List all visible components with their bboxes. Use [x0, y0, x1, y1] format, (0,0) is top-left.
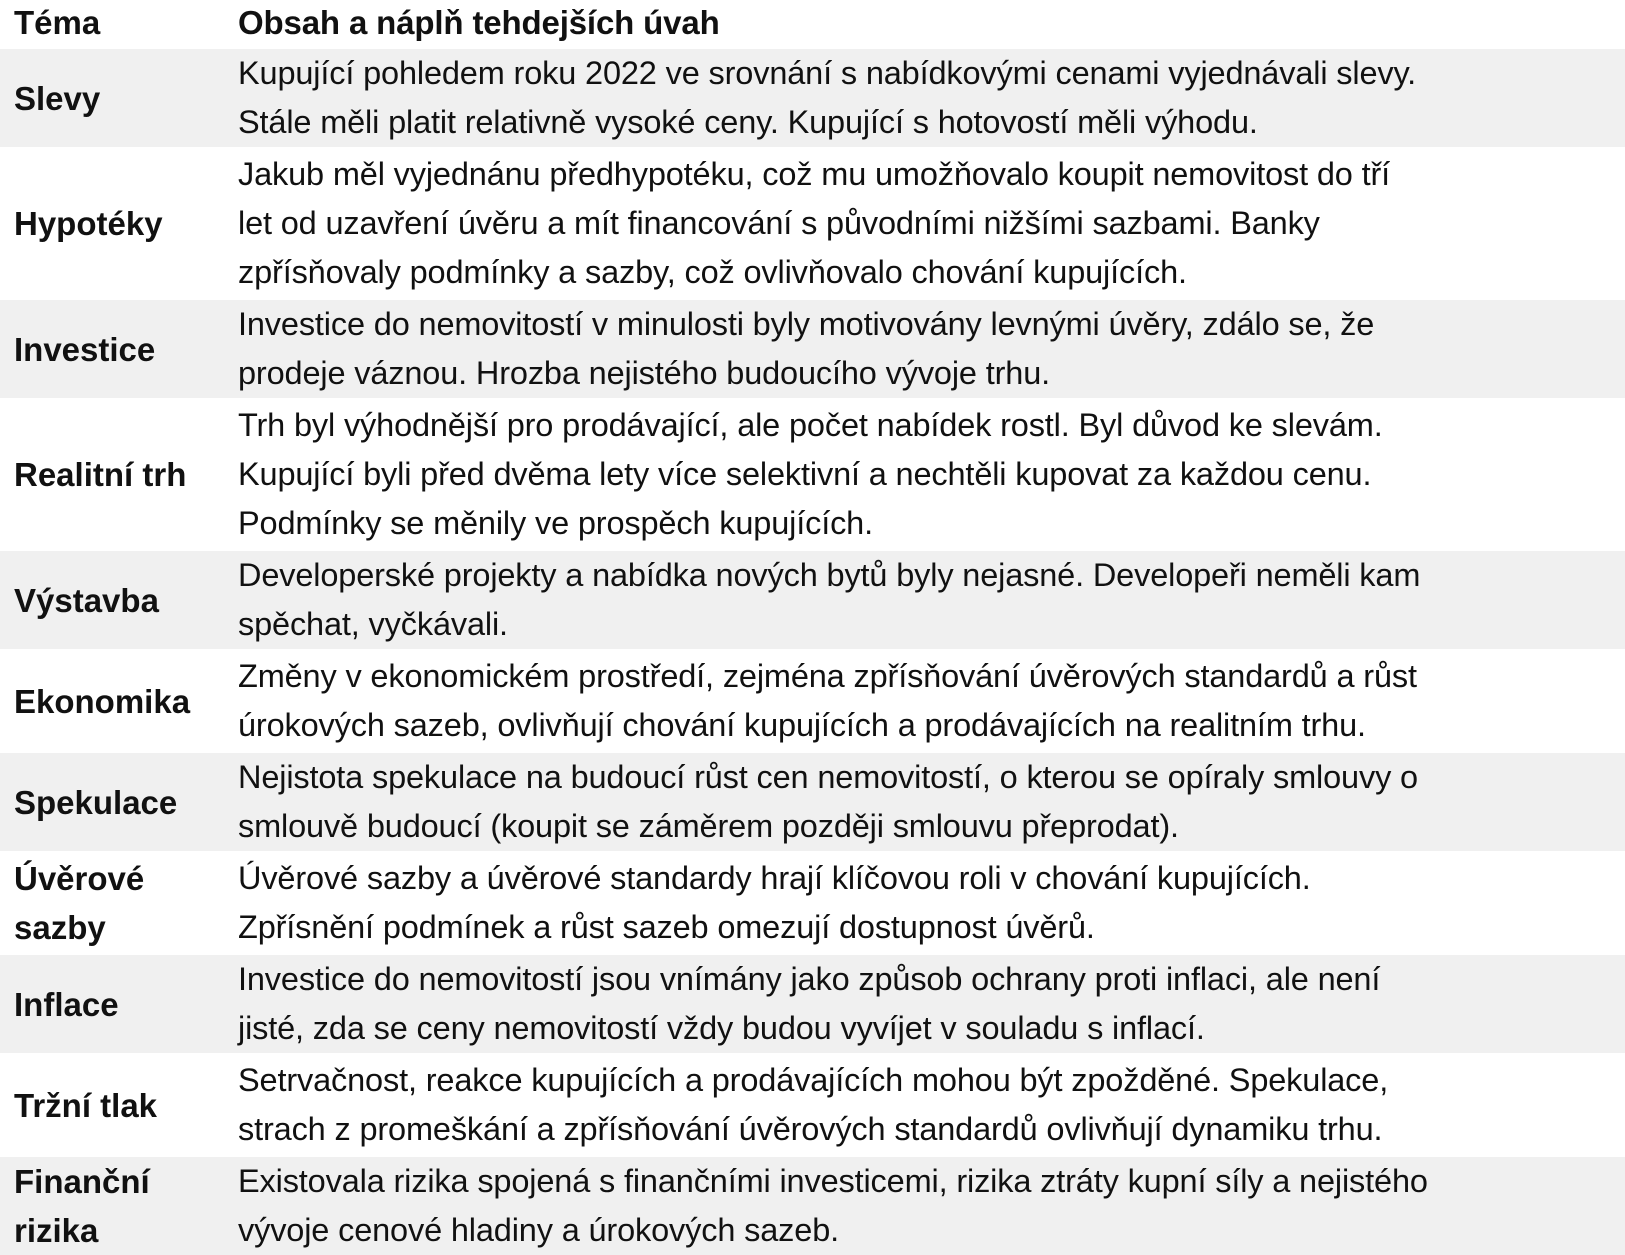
table-row — [0, 297, 1625, 398]
content-cell — [238, 150, 1625, 297]
table-row — [0, 46, 1625, 147]
content-line: Existovala rizika spojená s finančními investicemi, rizika ztráty kupní síly a nejistého — [238, 1163, 1428, 1199]
content-line: Investice do nemovitostí jsou vnímány jako způsob ochrany proti inflaci, ale není — [238, 961, 1381, 997]
theme-cell: Inflace — [14, 985, 119, 1023]
theme-cell: Ekonomika — [14, 682, 191, 720]
table-row — [0, 398, 1625, 548]
column-header-theme: Téma — [14, 4, 101, 41]
table-row — [0, 1154, 1625, 1255]
content-cell — [238, 551, 1625, 649]
content-line: Zpřísnění podmínek a růst sazeb omezují dostupnost úvěrů. — [238, 909, 1095, 945]
content-line: Kupující pohledem roku 2022 ve srovnání s nabídkovými cenami vyjednávali slevy. — [238, 55, 1417, 91]
table-row — [0, 952, 1625, 1053]
theme-line: sazby — [14, 909, 106, 946]
content-line: Developerské projekty a nabídka nových bytů byly nejasné. Developeři neměli kam — [238, 557, 1421, 593]
theme-cell — [0, 1157, 238, 1255]
theme-cell: Realitní trh — [14, 456, 187, 493]
theme-cell: Slevy — [14, 79, 101, 117]
content-line: Investice do nemovitostí v minulosti byly motivovány levnými úvěry, zdálo se, že — [238, 306, 1375, 342]
table-row — [0, 750, 1625, 851]
theme-line: Úvěrové — [14, 860, 145, 897]
content-line: Trh byl výhodnější pro prodávající, ale počet nabídek rostl. Byl důvod ke slevám. — [238, 407, 1383, 443]
content-line: spěchat, vyčkávali. — [238, 606, 508, 642]
content-cell — [238, 955, 1625, 1053]
theme-cell: Hypotéky — [14, 205, 163, 242]
content-line: Jakub měl vyjednánu předhypotéku, což mu umožňovalo koupit nemovitost do tří — [238, 156, 1391, 192]
theme-line: Finanční — [14, 1163, 150, 1200]
content-line: strach z promeškání a zpřísňování úvěrových standardů ovlivňují dynamiku trhu. — [238, 1111, 1383, 1147]
content-cell — [238, 1056, 1625, 1154]
table-row — [0, 147, 1625, 297]
content-line: Nejistota spekulace na budoucí růst cen nemovitostí, o kterou se opíraly smlouvy o — [238, 759, 1418, 795]
theme-cell: Tržní tlak — [14, 1086, 158, 1124]
content-cell — [238, 753, 1625, 851]
table-row — [0, 851, 1625, 952]
content-line: úrokových sazeb, ovlivňují chování kupujících a prodávajících na realitním trhu. — [238, 707, 1366, 743]
content-cell — [238, 854, 1625, 952]
column-header-content: Obsah a náplň tehdejších úvah — [238, 4, 720, 41]
theme-cell: Investice — [14, 330, 156, 368]
content-line: smlouvě budoucí (koupit se záměrem později smlouvu přeprodat). — [238, 808, 1179, 844]
content-line: zpřísňovaly podmínky a sazby, což ovlivňovalo chování kupujících. — [238, 254, 1187, 290]
theme-cell — [0, 854, 238, 952]
theme-cell: Výstavba — [14, 581, 159, 619]
content-line: Stále měli platit relativně vysoké ceny. Kupující s hotovostí měli výhodu. — [238, 104, 1258, 140]
content-line: jisté, zda se ceny nemovitostí vždy budou vyvíjet v souladu s inflací. — [238, 1010, 1205, 1046]
content-line: Změny v ekonomickém prostředí, zejména zpřísňování úvěrových standardů a růst — [238, 658, 1417, 694]
table-row — [0, 1053, 1625, 1154]
content-line: let od uzavření úvěru a mít financování s původními nižšími sazbami. Banky — [238, 205, 1320, 241]
theme-line: rizika — [14, 1212, 99, 1249]
content-cell — [238, 401, 1625, 548]
content-line: prodeje váznou. Hrozba nejistého budoucího vývoje trhu. — [238, 355, 1050, 391]
content-cell — [238, 1157, 1625, 1255]
content-line: Úvěrové sazby a úvěrové standardy hrají klíčovou roli v chování kupujících. — [238, 860, 1311, 896]
content-cell — [238, 300, 1625, 398]
content-cell — [238, 652, 1625, 750]
content-line: Kupující byli před dvěma lety více selektivní a nechtěli kupovat za každou cenu. — [238, 456, 1372, 492]
content-line: vývoje cenové hladiny a úrokových sazeb. — [238, 1212, 840, 1248]
table-header-row — [0, 0, 1625, 46]
content-cell — [238, 49, 1625, 147]
content-line: Setrvačnost, reakce kupujících a prodávajících mohou být zpožděné. Spekulace, — [238, 1062, 1389, 1098]
theme-cell: Spekulace — [14, 783, 178, 821]
table-row — [0, 548, 1625, 649]
content-line: Podmínky se měnily ve prospěch kupujících. — [238, 505, 873, 541]
table-row — [0, 649, 1625, 750]
